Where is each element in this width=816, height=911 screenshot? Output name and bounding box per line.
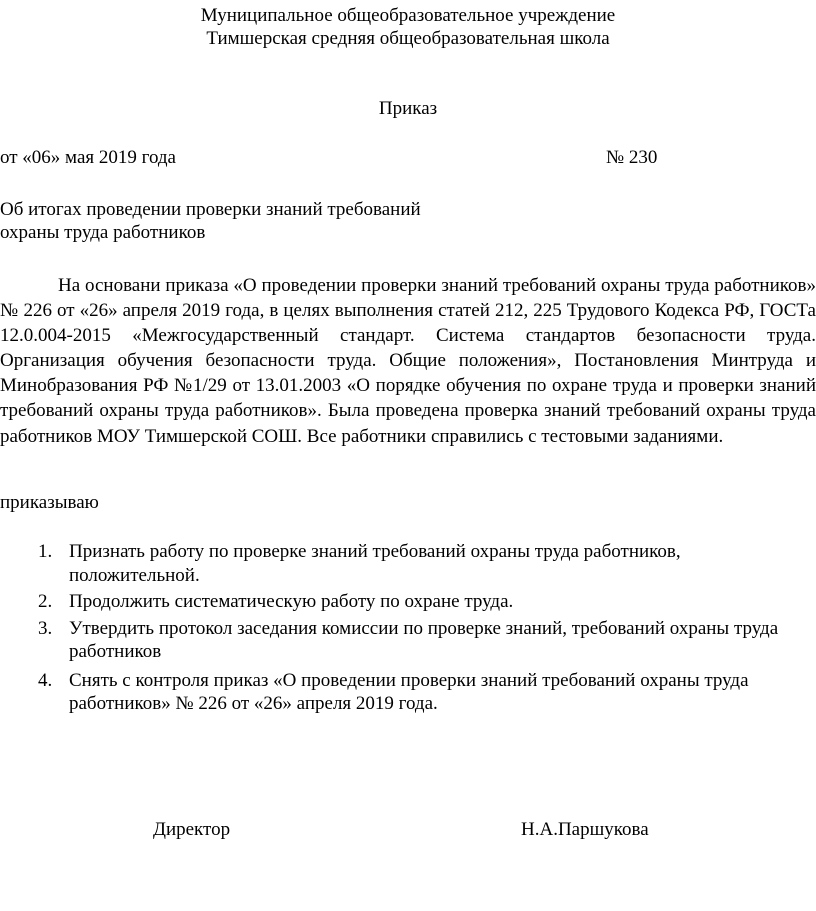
list-item-text: Признать работу по проверке знаний требований охраны труда работников, положительной. [69, 541, 681, 586]
list-item [0, 540, 816, 587]
document-title: Приказ [378, 98, 438, 119]
decree-word: приказываю [0, 492, 99, 513]
subject-line-1: Об итогах проведении проверки знаний требований [0, 199, 421, 220]
header-line-2: Тимшерская средняя общеобразовательная школа [206, 28, 610, 49]
order-items-list [0, 540, 816, 716]
list-item-text: Продолжить систематическую работу по охране труда. [69, 591, 514, 612]
list-item-text: Утвердить протокол заседания комиссии по проверке знаний, требований охраны труда работников [69, 617, 779, 662]
list-item-text: Снять с контроля приказ «О проведении проверки знаний требований охраны труда работников» № 226 от «26» апреля 2019 года. [69, 669, 749, 714]
order-body-paragraph: На основани приказа «О проведении проверки знаний требований охраны труда работников» № 226 от «26» апреля 2019 года, в целях выполнения статей 212, 225 Трудового Кодекса РФ, ГОСТа 12.0.004-2015 «Межгосударственный стандарт. Система стандартов безопасности труда. Организация обучения безопасности труда. Общие положения», Постановления Минтруда и Минобразования РФ №1/29 от 13.01.2003 «О порядке обучения по охране труда и проверки знаний требований охраны труда работников». Была проведена проверка знаний требований охраны труда работников МОУ Тимшерской СОШ. Все работники справились с тестовыми заданиями. [0, 275, 816, 447]
order-number: № 230 [606, 147, 658, 168]
list-item [0, 669, 816, 716]
order-date: от «06» мая 2019 года [0, 147, 176, 168]
list-item-number: 1. [38, 541, 53, 562]
list-item [0, 617, 816, 664]
header-line-1: Муниципальное общеобразовательное учреждение [200, 5, 616, 26]
subject-line-2: охраны труда работников [0, 222, 206, 243]
organization-header [0, 4, 816, 50]
list-item-number: 3. [38, 617, 53, 639]
list-item-number: 2. [38, 591, 53, 612]
order-subject [0, 198, 421, 244]
signatory-name: Н.А.Паршукова [521, 819, 649, 840]
list-item [0, 590, 816, 614]
signatory-title: Директор [153, 819, 231, 840]
list-item-number: 4. [38, 669, 53, 691]
